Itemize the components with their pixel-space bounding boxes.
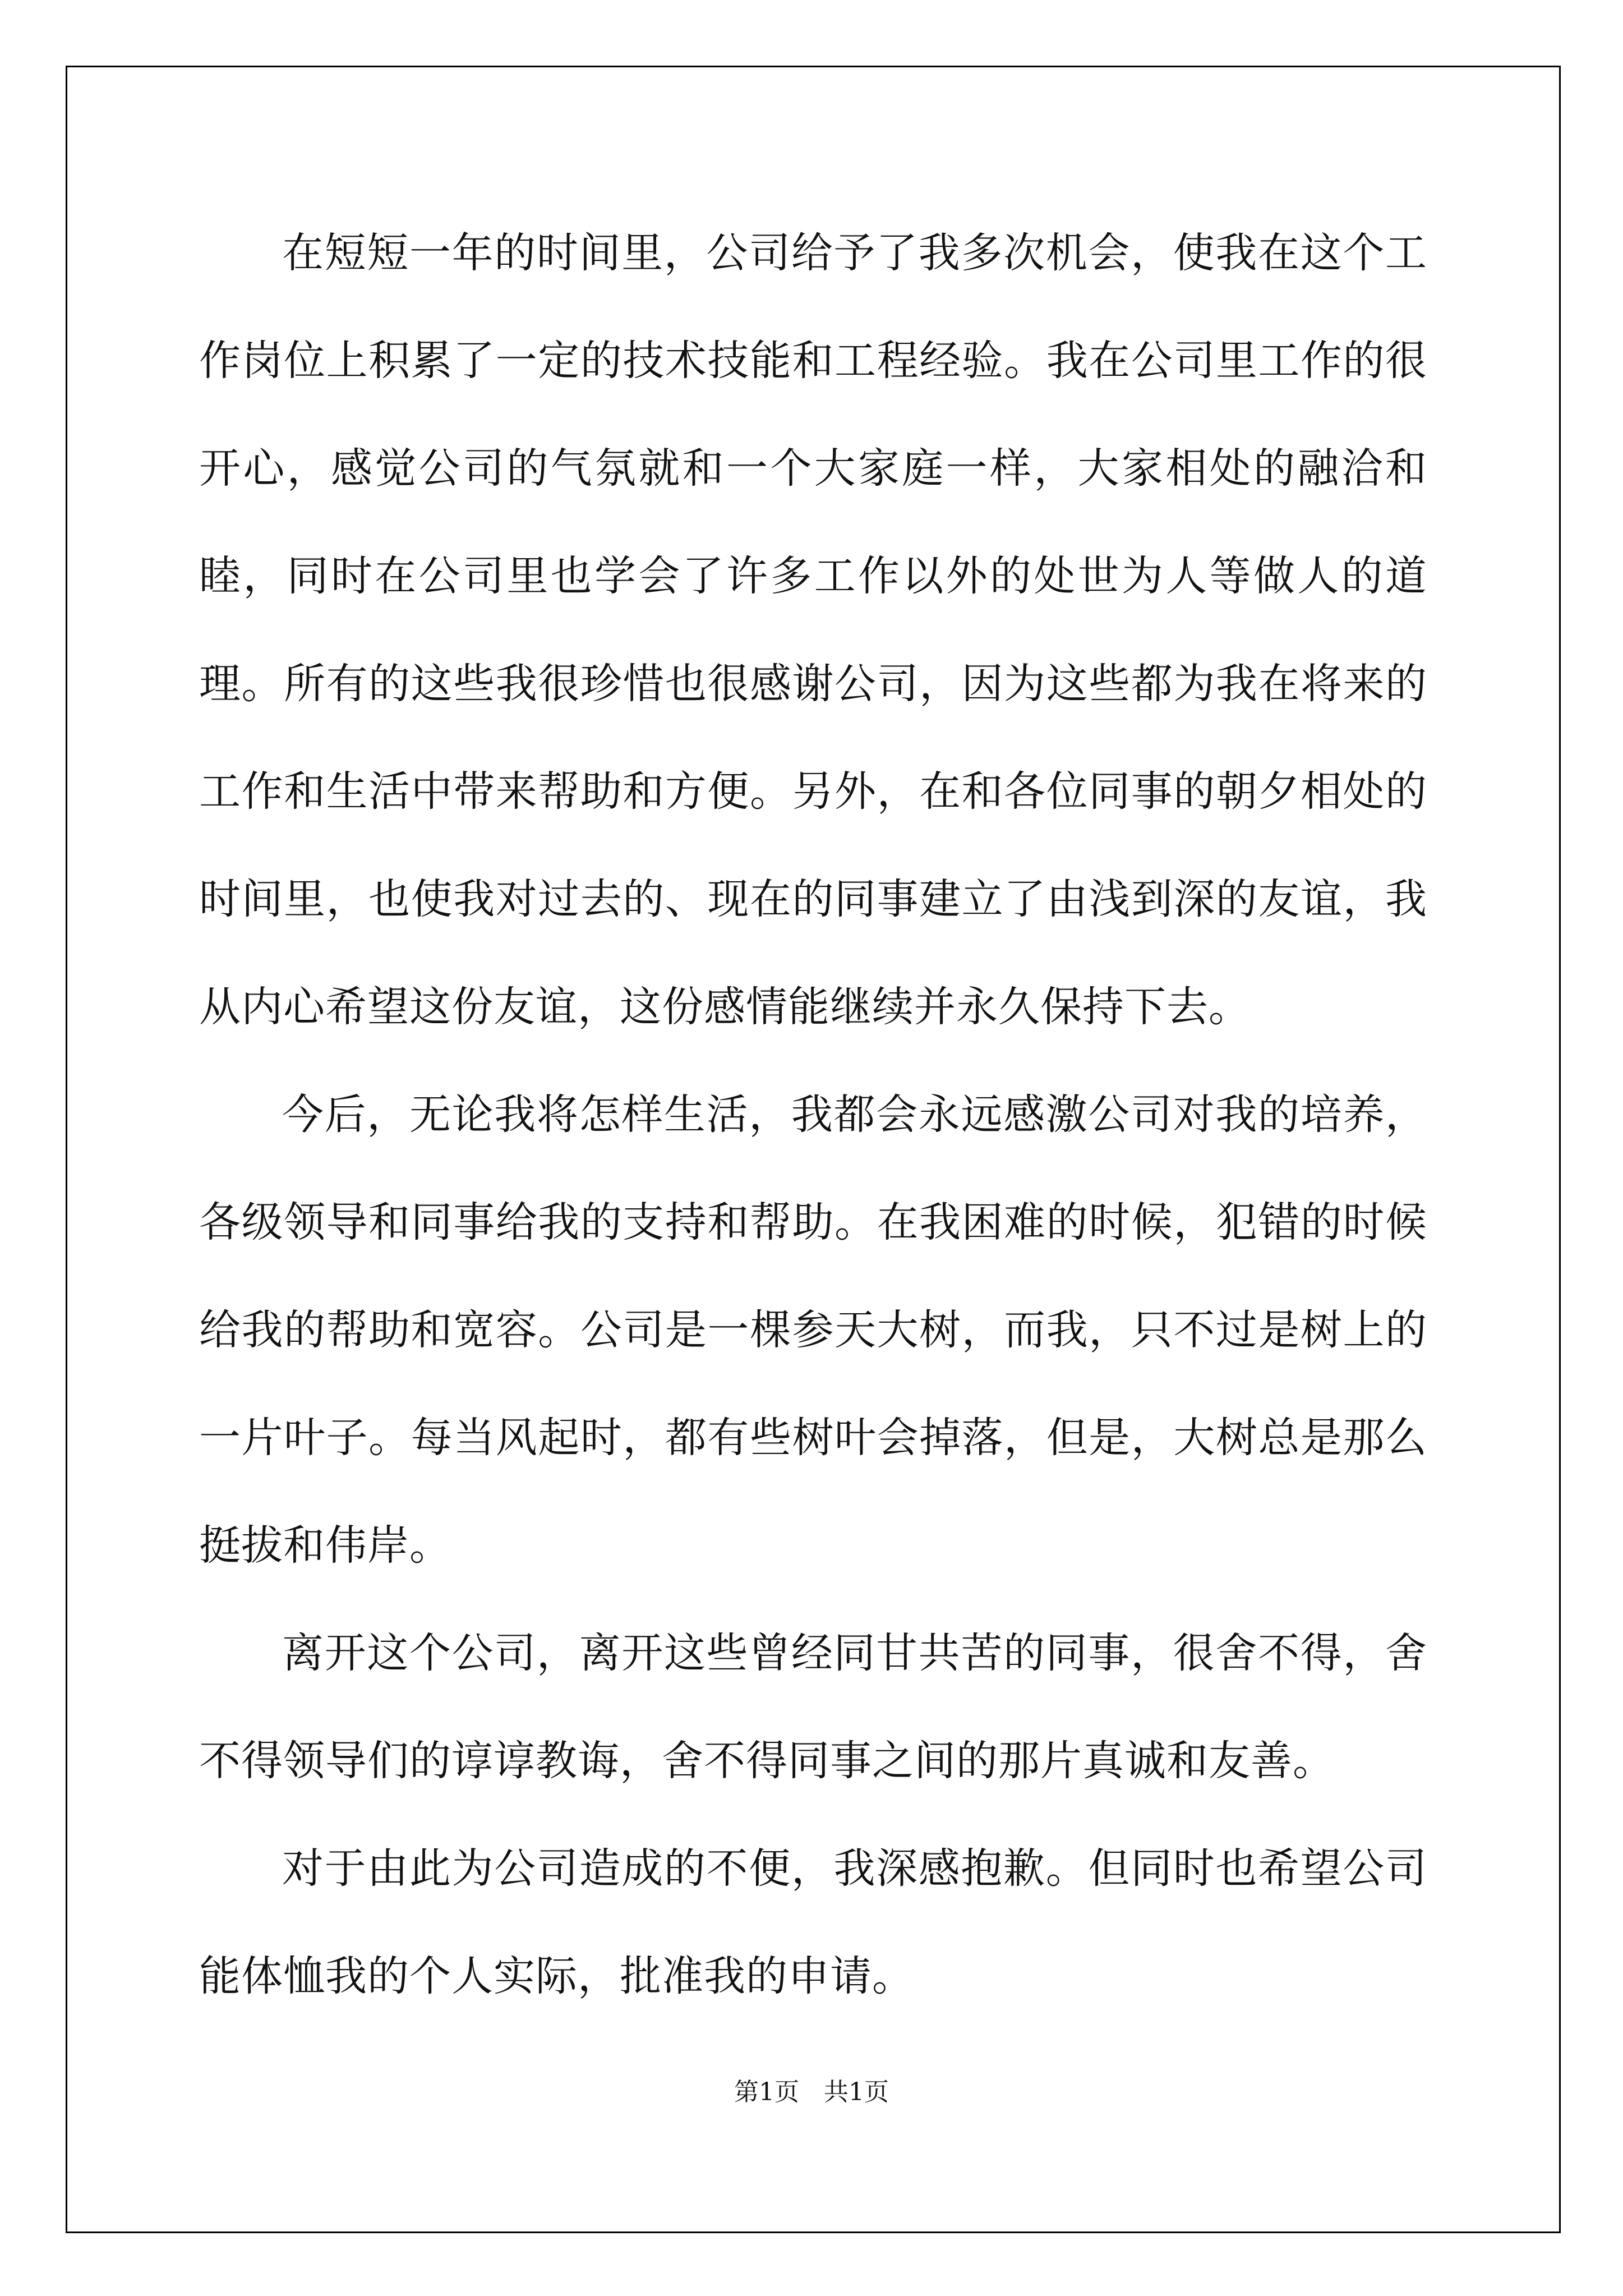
document-body [199,199,1427,2030]
page-total: 共1页 [824,2078,889,2106]
page-footer [0,2076,1623,2109]
paragraph: 对于由此为公司造成的不便，我深感抱歉。但同时也希望公司能体恤我的个人实际，批准我的申请。 [199,1844,1427,2000]
page-number: 第1页 [734,2078,799,2106]
paragraph: 离开这个公司，离开这些曾经同甘共苦的同事，很舍不得，舍不得领导们的谆谆教诲，舍不得同事之间的那片真诚和友善。 [199,1629,1427,1785]
paragraph: 在短短一年的时间里，公司给予了我多次机会，使我在这个工作岗位上积累了一定的技术技能和工程经验。我在公司里工作的很开心，感觉公司的气氛就和一个大家庭一样，大家相处的融洽和睦，同时在公司里也学会了许多工作以外的处世为人等做人的道理。所有的这些我很珍惜也很感谢公司，因为这些都为我在将来的工作和生活中带来帮助和方便。另外，在和各位同事的朝夕相处的时间里，也使我对过去的、现在的同事建立了由浅到深的友谊，我从内心希望这份友谊，这份感情能继续并永久保持下去。 [199,229,1427,1031]
paragraph: 今后，无论我将怎样生活，我都会永远感激公司对我的培养，各级领导和同事给我的支持和帮助。在我困难的时候，犯错的时候给我的帮助和宽容。公司是一棵参天大树，而我，只不过是树上的一片叶子。每当风起时，都有些树叶会掉落，但是，大树总是那么挺拔和伟岸。 [199,1091,1427,1570]
